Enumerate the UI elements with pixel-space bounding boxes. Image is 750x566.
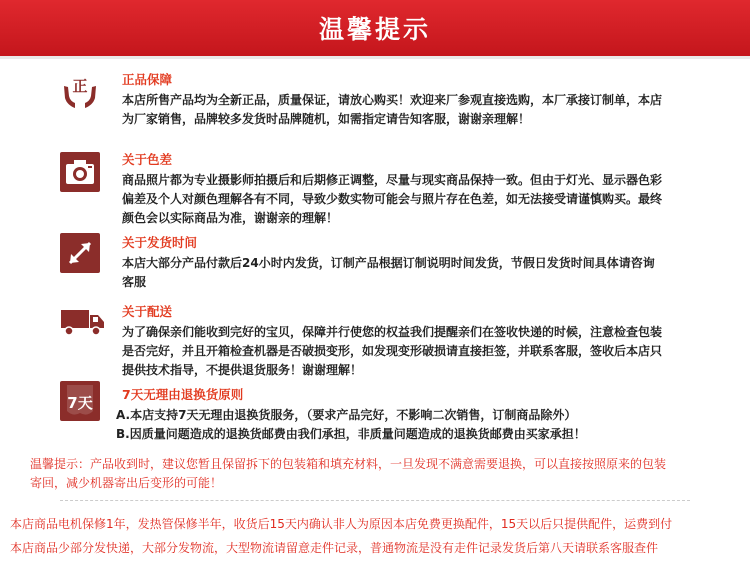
divider <box>60 500 690 501</box>
section-body <box>122 254 742 292</box>
body-line: 本店所售产品均为全新正品，质量保证，请放心购买！欢迎来厂参观直接选购，本厂承接订制单，本店 <box>122 93 663 107</box>
body-line: 偏差及个人对颜色理解各有不同，导致少数实物可能会与照片存在色差，如无法接受请谨慎购买。最终 <box>122 192 663 206</box>
section-body <box>122 91 742 129</box>
header-banner <box>0 0 750 59</box>
note-line: 寄回，减少机器寄出后变形的可能！ <box>30 476 223 490</box>
section-title: 关于发货时间 <box>122 235 198 250</box>
camera-icon <box>60 152 100 192</box>
body-line: 本店大部分产品付款后24小时内发货，订制产品根据订制说明时间发货，节假日发货时间具体请咨询 <box>122 256 655 270</box>
warranty-line: 本店商品少部分发快递，大部分发物流，大型物流请留意走件记录，普通物流是没有走件记录发货后第八天请联系客服查件 <box>10 541 659 555</box>
delivery-truck-icon <box>60 302 106 342</box>
diagonal-arrow-icon <box>60 233 100 273</box>
seven-day-label: 7天 <box>67 394 93 412</box>
body-line: 为了确保亲们能收到完好的宝贝，保障并行使您的权益我们提醒亲们在签收快递的时候，注意检查包装 <box>122 325 663 339</box>
body-line: 客服 <box>122 275 147 289</box>
warranty-info <box>10 512 745 560</box>
svg-text:正: 正 <box>72 77 88 95</box>
section-title: 关于色差 <box>122 152 173 167</box>
warm-reminder-note <box>30 455 730 493</box>
section-body <box>122 323 742 380</box>
genuine-hands-icon <box>60 72 100 112</box>
section-body <box>116 406 736 444</box>
body-line: 是否完好，并且开箱检查机器是否破损变形，如发现变形破损请直接拒签，并联系客服，签收后本店只 <box>122 344 663 358</box>
body-line: 商品照片都为专业摄影师拍摄后和后期修正调整，尽量与现实商品保持一致。但由于灯光、显示器色彩 <box>122 173 663 187</box>
body-line: 颜色会以实际商品为准，谢谢亲的理解！ <box>122 211 339 225</box>
body-line: 提供技术指导，不提供退货服务！谢谢理解！ <box>122 363 363 377</box>
page-title: 温馨提示 <box>318 15 431 44</box>
section-title: 7天无理由退换货原则 <box>122 387 244 402</box>
body-line: 为厂家销售，品牌较多发货时品牌随机，如需指定请告知客服，谢谢亲理解！ <box>122 112 531 126</box>
warranty-line: 本店商品电机保修1年，发热管保修半年，收货后15天内确认非人为原因本店免费更换配件，15天以后只提供配件，运费到付 <box>10 517 673 531</box>
seven-day-return-icon <box>60 381 100 421</box>
body-line: B.因质量问题造成的退换货邮费由我们承担，非质量问题造成的退换货邮费由买家承担！ <box>116 427 586 441</box>
section-body <box>122 171 742 228</box>
body-line: A.本店支持7天无理由退换货服务，（要求产品完好，不影响二次销售，订制商品除外） <box>116 408 577 422</box>
note-line: 温馨提示：产品收到时，建议您暂且保留拆下的包装箱和填充材料，一旦发现不满意需要退换，可以直接按照原来的包装 <box>30 457 667 471</box>
section-title: 关于配送 <box>122 304 173 319</box>
section-title: 正品保障 <box>122 72 173 87</box>
